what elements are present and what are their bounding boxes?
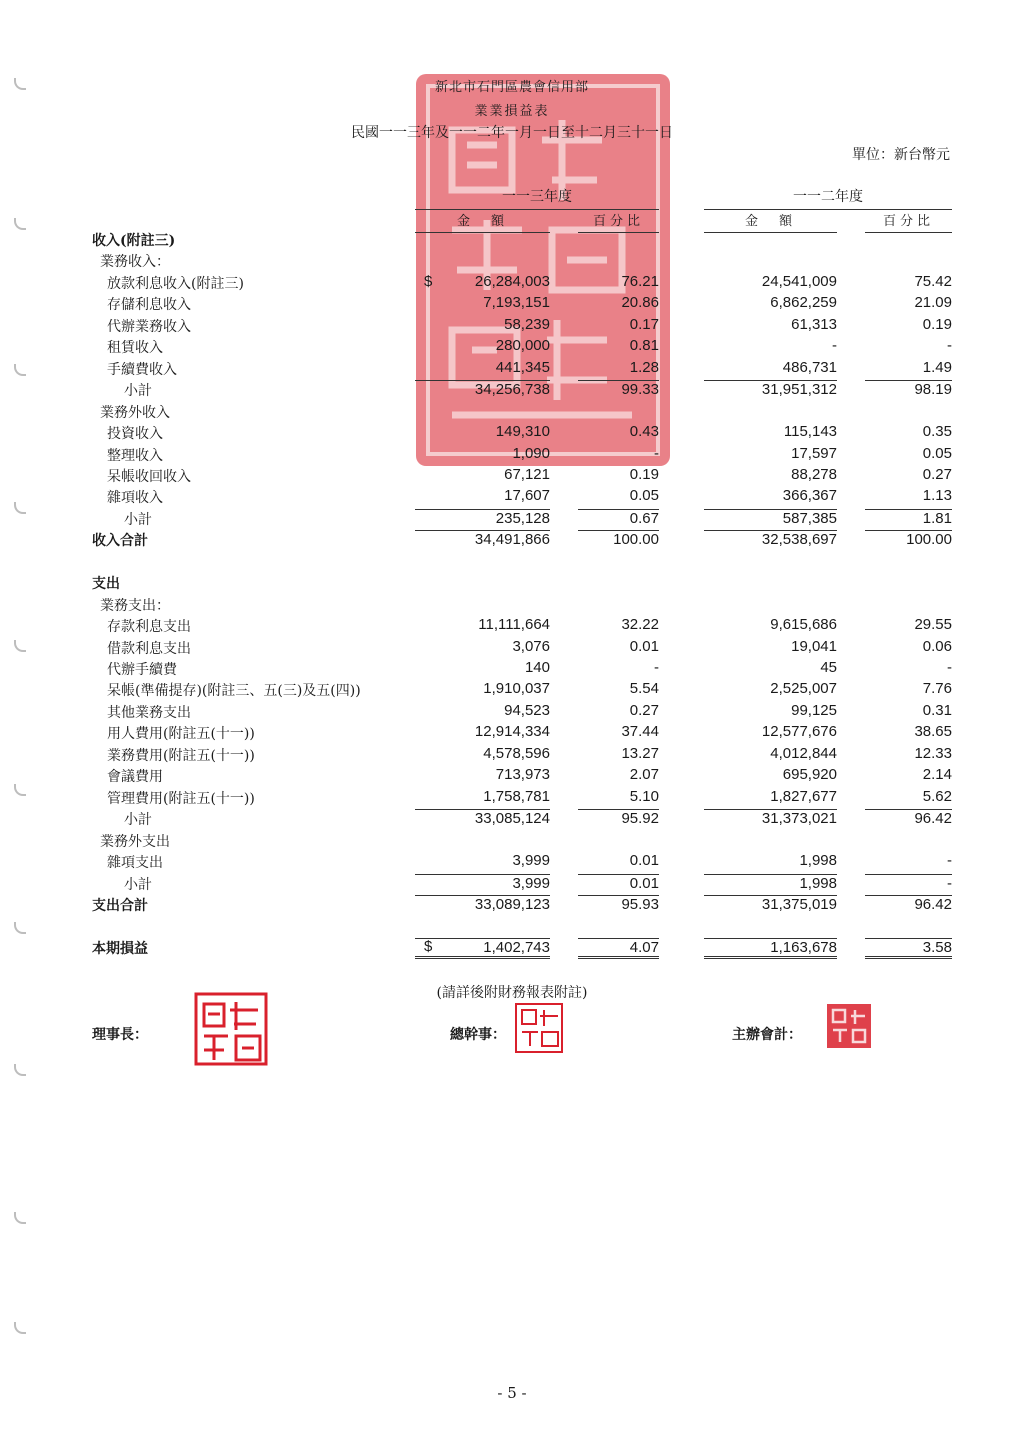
amount-prior-cell: 24,541,009 xyxy=(761,272,837,290)
percent-current-cell: - xyxy=(654,444,659,462)
statement-row xyxy=(0,251,1024,272)
percent-prior-cell: 1.49 xyxy=(922,358,952,376)
row-label: 管理費用(附註五(十一)) xyxy=(107,790,255,807)
amount-current-cell: 3,999 xyxy=(512,852,550,870)
percent-current-cell: 0.01 xyxy=(578,874,659,892)
amount-current-cell: 280,000 xyxy=(495,337,550,355)
statement-row xyxy=(0,938,1024,959)
statement-row xyxy=(0,487,1024,508)
statement-row xyxy=(0,595,1024,616)
percent-current-cell: 2.07 xyxy=(629,766,659,784)
percent-current-cell: 0.05 xyxy=(629,487,659,505)
amount-prior-cell: 2,525,007 xyxy=(770,680,837,698)
accountant-label: 主辦會計： xyxy=(732,1027,802,1043)
percent-current-cell: 32.22 xyxy=(621,616,659,634)
percent-prior-cell: 7.76 xyxy=(922,680,952,698)
chairman-label: 理事長： xyxy=(92,1027,148,1043)
report-name: 業業損益表 xyxy=(474,104,550,119)
amount-prior-cell: 31,951,312 xyxy=(704,380,837,398)
percent-current-cell: 0.43 xyxy=(629,423,659,441)
percent-current-cell: 100.00 xyxy=(578,530,659,548)
row-label: 支出合計 xyxy=(92,897,148,914)
percent-current-cell: 0.19 xyxy=(629,465,659,483)
row-label: 雜項收入 xyxy=(107,490,163,507)
footnote-reference: (請詳後附財務報表附註) xyxy=(436,985,588,1001)
statement-row xyxy=(0,380,1024,401)
amount-current-cell: 1,758,781 xyxy=(483,787,550,805)
row-label: 雜項支出 xyxy=(107,855,163,872)
general-manager-label: 總幹事： xyxy=(450,1027,506,1043)
amount-current-cell: 67,121 xyxy=(504,465,550,483)
percent-prior-cell: 96.42 xyxy=(865,809,952,827)
amount-prior-cell: 366,367 xyxy=(782,487,837,505)
statement-row xyxy=(0,659,1024,680)
amount-current-cell: 1,090 xyxy=(512,444,550,462)
general-manager-seal xyxy=(514,1002,564,1054)
spacer-row xyxy=(0,552,1024,573)
amount-current-cell: 34,491,866 xyxy=(415,530,550,548)
amount-prior-cell: 1,998 xyxy=(799,852,837,870)
statement-row xyxy=(0,445,1024,466)
row-label: 小計 xyxy=(124,812,152,829)
amount-prior-cell: - xyxy=(832,337,837,355)
row-label: 呆帳(準備提存)(附註三、五(三)及五(四)) xyxy=(107,683,361,700)
statement-row xyxy=(0,874,1024,895)
statement-row xyxy=(0,337,1024,358)
year-prior-header: 一一二年度 xyxy=(704,186,952,210)
percent-prior-cell: 12.33 xyxy=(914,744,952,762)
statement-row xyxy=(0,530,1024,551)
row-label: 放款利息收入(附註三) xyxy=(107,275,244,292)
statement-row xyxy=(0,230,1024,251)
amount-current-cell: 11,111,664 xyxy=(478,616,550,634)
row-label: 投資收入 xyxy=(107,426,163,443)
percent-prior-cell: 0.27 xyxy=(922,465,952,483)
row-label: 代辦業務收入 xyxy=(107,318,191,335)
percent-prior-cell: - xyxy=(865,874,952,892)
statement-row xyxy=(0,680,1024,701)
row-label: 整理收入 xyxy=(107,447,163,464)
percent-prior-cell: 0.05 xyxy=(922,444,952,462)
percent-current-cell: 0.81 xyxy=(629,337,659,355)
amount-current-cell: 235,128 xyxy=(415,509,550,527)
row-label: 借款利息支出 xyxy=(107,640,191,657)
row-label: 存儲利息收入 xyxy=(107,297,191,314)
year-current-header: 一一三年度 xyxy=(415,186,659,210)
amount-current-cell: 713,973 xyxy=(495,766,550,784)
percent-prior-cell: 3.58 xyxy=(865,938,952,959)
statement-row xyxy=(0,809,1024,830)
row-label: 會議費用 xyxy=(107,769,163,786)
row-label: 存款利息支出 xyxy=(107,619,191,636)
statement-row xyxy=(0,831,1024,852)
org-name: 新北市石門區農會信用部 xyxy=(434,80,589,95)
statement-row xyxy=(0,402,1024,423)
percent-current-cell: 37.44 xyxy=(621,723,659,741)
statement-row xyxy=(0,852,1024,873)
amount-current-cell: 1,910,037 xyxy=(483,680,550,698)
amount-header-current: 金 額 xyxy=(415,210,550,233)
spacer-row xyxy=(0,916,1024,937)
amount-current-cell: 33,085,124 xyxy=(415,809,550,827)
percent-prior-cell: 96.42 xyxy=(865,895,952,913)
amount-prior-cell: 61,313 xyxy=(791,315,837,333)
statement-row xyxy=(0,423,1024,444)
percent-current-cell: 76.21 xyxy=(621,272,659,290)
statement-row xyxy=(0,616,1024,637)
percent-current-cell: 0.17 xyxy=(629,315,659,333)
percent-current-cell: 0.01 xyxy=(629,852,659,870)
row-label: 收入(附註三) xyxy=(92,233,176,249)
percent-prior-cell: - xyxy=(947,337,952,355)
amount-prior-cell: 695,920 xyxy=(782,766,837,784)
currency-symbol: $ xyxy=(424,937,433,955)
statement-row xyxy=(0,573,1024,594)
amount-prior-cell: 587,385 xyxy=(704,509,837,527)
statement-row xyxy=(0,294,1024,315)
percent-current-cell: 1.28 xyxy=(629,358,659,376)
row-label: 業務收入： xyxy=(100,254,170,271)
percent-current-cell: 13.27 xyxy=(621,744,659,762)
percent-current-cell: 4.07 xyxy=(578,938,659,959)
percent-prior-cell: 0.19 xyxy=(922,315,952,333)
report-period: 民國一一三年及一一二年一月一日至十二月三十一日 xyxy=(351,125,673,141)
amount-current-cell: 26,284,003 xyxy=(474,272,550,290)
percent-header-current: 百分比 xyxy=(578,210,659,233)
amount-current-cell: 149,310 xyxy=(495,423,550,441)
statement-row xyxy=(0,895,1024,916)
amount-prior-cell: 45 xyxy=(820,659,837,676)
amount-current-cell: 3,999 xyxy=(415,874,550,892)
amount-prior-cell: 6,862,259 xyxy=(770,294,837,312)
amount-prior-cell: 115,143 xyxy=(783,423,837,441)
percent-prior-cell: 98.19 xyxy=(865,380,952,398)
row-label: 業務支出： xyxy=(100,597,170,614)
statement-row xyxy=(0,466,1024,487)
statement-row xyxy=(0,745,1024,766)
amount-prior-cell: 1,998 xyxy=(704,874,837,892)
amount-prior-cell: 31,373,021 xyxy=(704,809,837,827)
percent-current-cell: - xyxy=(654,659,659,676)
statement-row xyxy=(0,702,1024,723)
statement-row xyxy=(0,273,1024,294)
percent-current-cell: 99.33 xyxy=(578,380,659,398)
row-label: 租賃收入 xyxy=(107,340,163,357)
amount-prior-cell: 9,615,686 xyxy=(770,616,837,634)
percent-prior-cell: 100.00 xyxy=(865,530,952,548)
row-label: 收入合計 xyxy=(92,533,148,550)
accountant-seal xyxy=(825,1002,873,1050)
percent-prior-cell: 29.55 xyxy=(914,616,952,634)
percent-current-cell: 95.92 xyxy=(578,809,659,827)
percent-prior-cell: 1.13 xyxy=(922,487,952,505)
row-label: 業務費用(附註五(十一)) xyxy=(107,747,255,764)
row-label: 小計 xyxy=(124,383,152,400)
percent-current-cell: 20.86 xyxy=(621,294,659,312)
percent-current-cell: 0.27 xyxy=(629,701,659,719)
statement-row xyxy=(0,723,1024,744)
amount-current-cell: 12,914,334 xyxy=(474,723,550,741)
percent-current-cell: 95.93 xyxy=(578,895,659,913)
row-label: 支出 xyxy=(92,576,120,593)
amount-current-cell: 33,089,123 xyxy=(415,895,550,913)
statement-row xyxy=(0,638,1024,659)
amount-current-cell: 58,239 xyxy=(504,315,550,333)
amount-prior-cell: 17,597 xyxy=(791,444,837,462)
statement-row xyxy=(0,766,1024,787)
row-label: 手續費收入 xyxy=(107,361,177,378)
row-label: 代辦手續費 xyxy=(107,662,177,678)
amount-prior-cell: 19,041 xyxy=(791,637,837,655)
percent-current-cell: 5.54 xyxy=(629,680,659,698)
amount-prior-cell: 88,278 xyxy=(791,465,837,483)
percent-prior-cell: 5.62 xyxy=(922,787,952,805)
amount-current-cell: 94,523 xyxy=(504,701,550,719)
percent-prior-cell: 21.09 xyxy=(914,294,952,312)
percent-prior-cell: 2.14 xyxy=(922,766,952,784)
amount-current-cell: 441,345 xyxy=(495,358,550,376)
row-label: 小計 xyxy=(124,876,152,893)
statement-row xyxy=(0,509,1024,530)
row-label: 業務外支出 xyxy=(100,833,170,850)
chairman-seal xyxy=(194,992,268,1066)
amount-prior-cell: 4,012,844 xyxy=(770,744,837,762)
page-number: - 5 - xyxy=(497,1384,527,1402)
amount-current-cell: 4,578,596 xyxy=(483,744,550,762)
row-label: 呆帳收回收入 xyxy=(107,468,191,485)
row-label: 業務外收入 xyxy=(100,404,170,421)
currency-symbol: $ xyxy=(424,272,433,290)
amount-header-prior: 金 額 xyxy=(704,210,837,233)
amount-prior-cell: 486,731 xyxy=(782,358,837,376)
percent-prior-cell: 38.65 xyxy=(914,723,952,741)
statement-row xyxy=(0,359,1024,380)
amount-prior-cell: 31,375,019 xyxy=(704,895,837,913)
percent-prior-cell: 75.42 xyxy=(914,272,952,290)
amount-current-cell: 34,256,738 xyxy=(415,380,550,398)
row-label: 其他業務支出 xyxy=(107,704,191,721)
statement-row xyxy=(0,788,1024,809)
amount-current-cell: 17,607 xyxy=(504,487,550,505)
percent-current-cell: 0.67 xyxy=(578,509,659,527)
amount-current-cell: 3,076 xyxy=(512,637,550,655)
amount-prior-cell: 12,577,676 xyxy=(761,723,837,741)
amount-prior-cell: 99,125 xyxy=(791,701,837,719)
amount-current-cell: 140 xyxy=(524,659,550,676)
percent-prior-cell: 0.31 xyxy=(922,701,952,719)
currency-unit: 單位：新台幣元 xyxy=(852,147,950,163)
amount-current-cell: 1,402,743 xyxy=(415,938,550,959)
statement-row xyxy=(0,316,1024,337)
percent-prior-cell: - xyxy=(947,659,952,676)
percent-prior-cell: 0.06 xyxy=(922,637,952,655)
amount-prior-cell: 1,163,678 xyxy=(704,938,837,959)
percent-header-prior: 百分比 xyxy=(865,210,952,233)
amount-prior-cell: 1,827,677 xyxy=(770,787,837,805)
amount-current-cell: 7,193,151 xyxy=(483,294,550,312)
row-label: 本期損益 xyxy=(92,940,148,957)
row-label: 用人費用(附註五(十一)) xyxy=(107,726,255,743)
percent-prior-cell: 0.35 xyxy=(922,423,952,441)
percent-current-cell: 5.10 xyxy=(629,787,659,805)
percent-current-cell: 0.01 xyxy=(629,637,659,655)
row-label: 小計 xyxy=(124,511,152,528)
amount-prior-cell: 32,538,697 xyxy=(704,530,837,548)
percent-prior-cell: 1.81 xyxy=(865,509,952,527)
percent-prior-cell: - xyxy=(947,852,952,870)
